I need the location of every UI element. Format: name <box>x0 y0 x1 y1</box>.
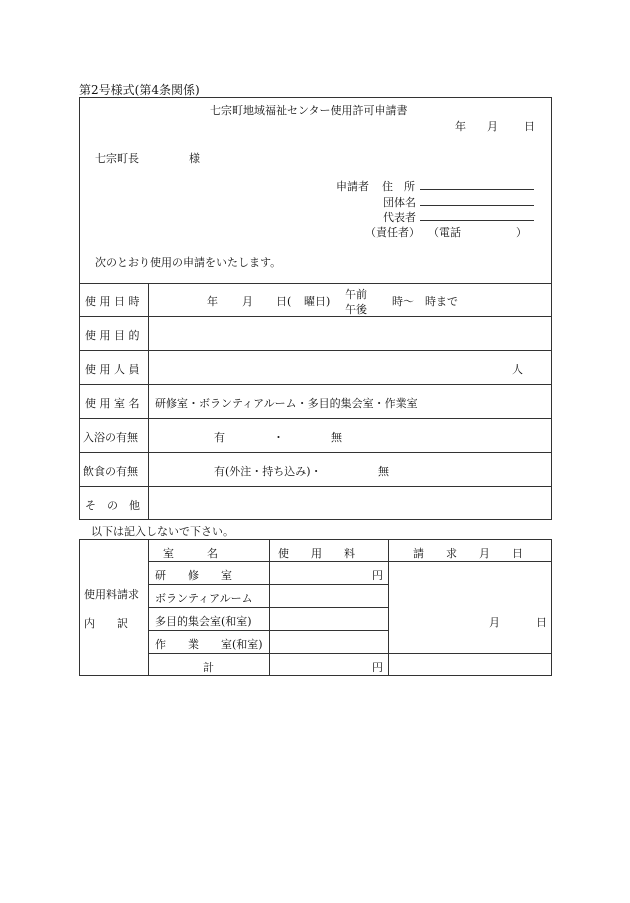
fee-room-4: 作 業 室(和室) <box>155 638 263 651</box>
billing-day: 日 <box>536 616 547 629</box>
datetime-weekday: 曜日) <box>304 295 331 308</box>
addressee-name: 七宗町長 <box>95 152 139 165</box>
address-field[interactable] <box>420 178 534 190</box>
people-unit: 人 <box>512 363 523 376</box>
datetime-day: 日( <box>276 295 292 308</box>
fee-side-label-2: 内 訳 <box>84 617 128 630</box>
rep-field[interactable] <box>420 209 534 221</box>
datetime-pm: 午後 <box>345 303 367 316</box>
room-options: 研修室・ボランティアルーム・多目的集会室・作業室 <box>155 397 418 410</box>
bath-no: 無 <box>331 431 342 444</box>
office-note: 以下は記入しないで下さい。 <box>91 525 234 538</box>
header-fee: 使 用 料 <box>278 547 355 560</box>
date-year: 年 <box>455 120 466 133</box>
purpose-label: 使 用 目 的 <box>85 329 140 342</box>
room-label: 使 用 室 名 <box>85 397 140 410</box>
datetime-label: 使 用 日 時 <box>85 295 140 308</box>
fee-room-2: ボランティアルーム <box>155 592 253 605</box>
phone-label: （電話 <box>428 226 461 239</box>
datetime-until: 時まで <box>425 295 458 308</box>
header-billing: 請 求 月 日 <box>413 547 523 560</box>
food-no: 無 <box>378 465 389 478</box>
fee-side-label-1: 使用料請求 <box>84 588 139 601</box>
bath-yes: 有 <box>214 431 225 444</box>
food-label: 飲食の有無 <box>83 465 138 478</box>
datetime-year: 年 <box>207 295 218 308</box>
datetime-from: 時〜 <box>392 295 414 308</box>
total-label: 計 <box>203 661 214 674</box>
addressee-honorific: 様 <box>189 152 200 165</box>
rep-label: 代表者 <box>383 211 416 224</box>
intro-text: 次のとおり使用の申請をいたします。 <box>95 256 282 269</box>
bath-label: 入浴の有無 <box>83 431 138 444</box>
datetime-am: 午前 <box>345 288 367 301</box>
header-room: 室 名 <box>163 547 218 560</box>
total-yen: 円 <box>372 661 383 674</box>
applicant-label: 申請者 <box>336 180 369 193</box>
fee-room-1: 研 修 室 <box>155 569 232 582</box>
form-title: 七宗町地域福祉センター使用許可申請書 <box>210 104 408 117</box>
address-label: 住 所 <box>382 180 415 193</box>
people-label: 使 用 人 員 <box>85 363 140 376</box>
datetime-month: 月 <box>242 295 253 308</box>
form-number: 第2号様式(第4条関係) <box>79 83 200 97</box>
billing-month: 月 <box>489 616 500 629</box>
phone-close: ） <box>516 226 527 239</box>
fee-yen-1: 円 <box>372 569 383 582</box>
food-yes: 有(外注・持ち込み)・ <box>214 465 322 478</box>
bath-dot: ・ <box>273 431 284 444</box>
group-field[interactable] <box>420 194 534 206</box>
date-month: 月 <box>487 120 498 133</box>
purpose-field[interactable] <box>152 320 548 346</box>
date-day: 日 <box>524 120 535 133</box>
group-label: 団体名 <box>383 196 416 209</box>
responsible-label: （責任者） <box>365 226 420 239</box>
other-label: そ の 他 <box>85 499 140 512</box>
fee-room-3: 多目的集会室(和室) <box>155 615 252 628</box>
